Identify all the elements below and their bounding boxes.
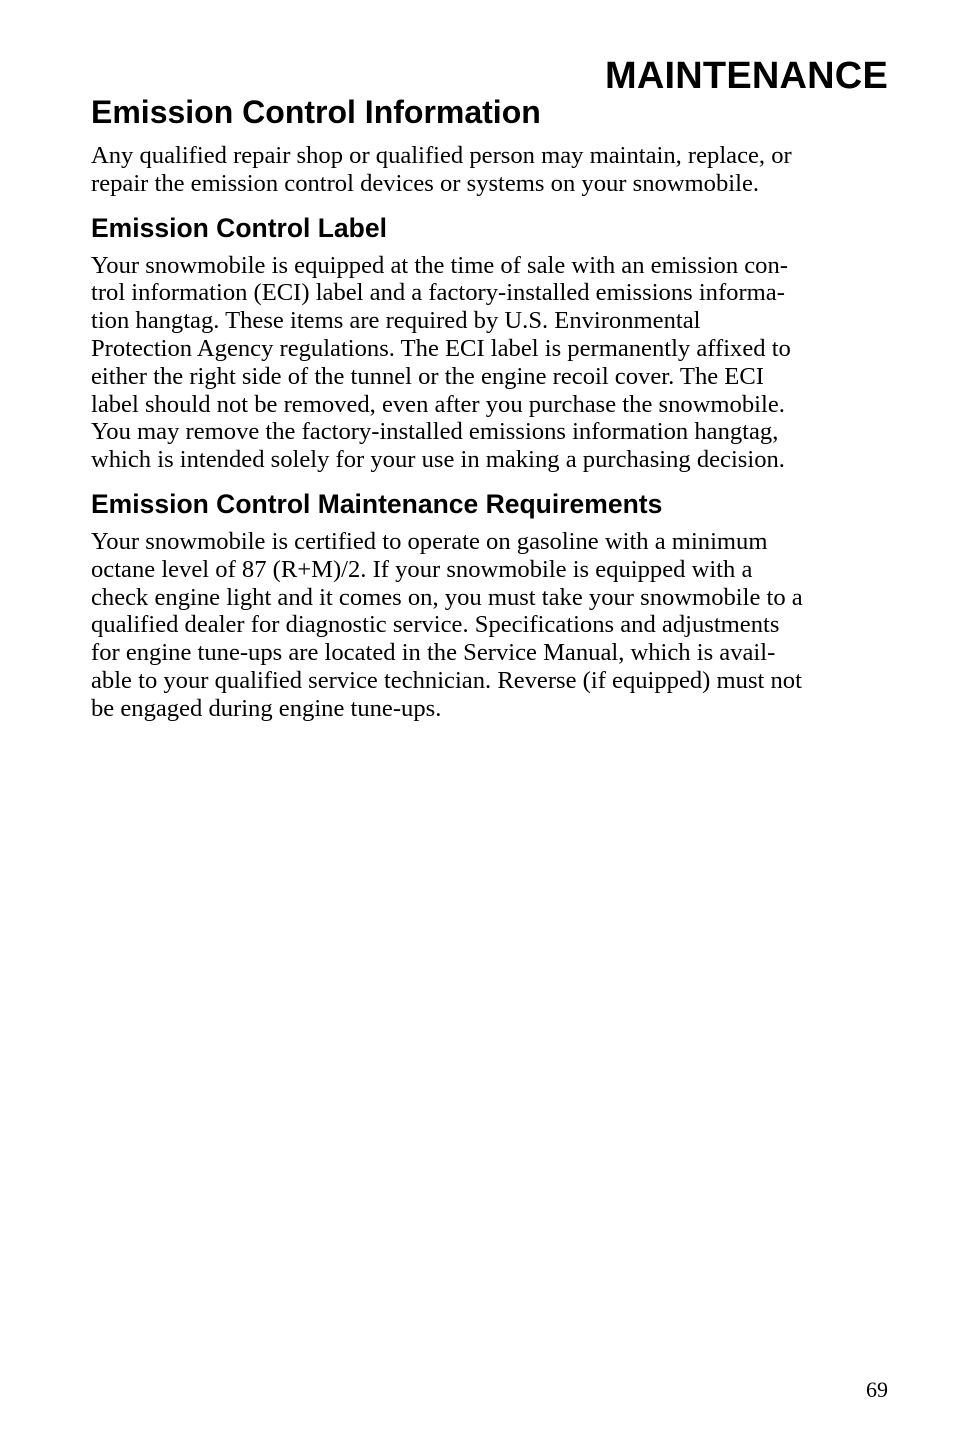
text-line: Any qualified repair shop or qualified person may maintain, replace, or xyxy=(91,142,792,169)
text-line: be engaged during engine tune-ups. xyxy=(91,694,442,722)
section-header: MAINTENANCE xyxy=(605,55,888,97)
text-line: label should not be removed, even after you purchase the snowmobile. xyxy=(91,390,785,418)
text-line: repair the emission control devices or systems on your snowmobile. xyxy=(91,169,760,197)
text-line: which is intended solely for your use in making a purchasing decision. xyxy=(91,446,785,474)
text-line: able to your qualified service technician. Reverse (if equipped) must not xyxy=(91,666,802,694)
text-line: check engine light and it comes on, you must take your snowmobile to a xyxy=(91,583,803,611)
heading-emission-control-label: Emission Control Label xyxy=(91,212,387,243)
text-line: octane level of 87 (R+M)/2. If your snowmobile is equipped with a xyxy=(91,555,753,583)
text-line: Your snowmobile is certified to operate on gasoline with a minimum xyxy=(91,527,768,555)
text-line: Your snowmobile is equipped at the time of sale with an emission con- xyxy=(91,251,788,279)
text-line: either the right side of the tunnel or the engine recoil cover. The ECI xyxy=(91,362,764,390)
text-line: for engine tune-ups are located in the Service Manual, which is avail- xyxy=(91,639,776,667)
paragraph-emission-control-maintenance-requirements xyxy=(91,528,891,723)
heading-emission-control-maintenance-requirements: Emission Control Maintenance Requirements xyxy=(91,488,663,519)
page-number: 69 xyxy=(866,1377,888,1402)
text-line: trol information (ECI) label and a factory-installed emissions informa- xyxy=(91,279,785,307)
paragraph-emission-control-information xyxy=(91,142,891,198)
heading-emission-control-information: Emission Control Information xyxy=(91,94,541,130)
text-line: Protection Agency regulations. The ECI label is permanently affixed to xyxy=(91,334,791,362)
text-line: qualified dealer for diagnostic service. Specifications and adjustments xyxy=(91,611,780,639)
text-line: You may remove the factory-installed emissions information hangtag, xyxy=(91,418,779,446)
paragraph-emission-control-label xyxy=(91,252,891,474)
page-content xyxy=(91,92,891,723)
text-line: tion hangtag. These items are required by U.S. Environmental xyxy=(91,307,701,335)
